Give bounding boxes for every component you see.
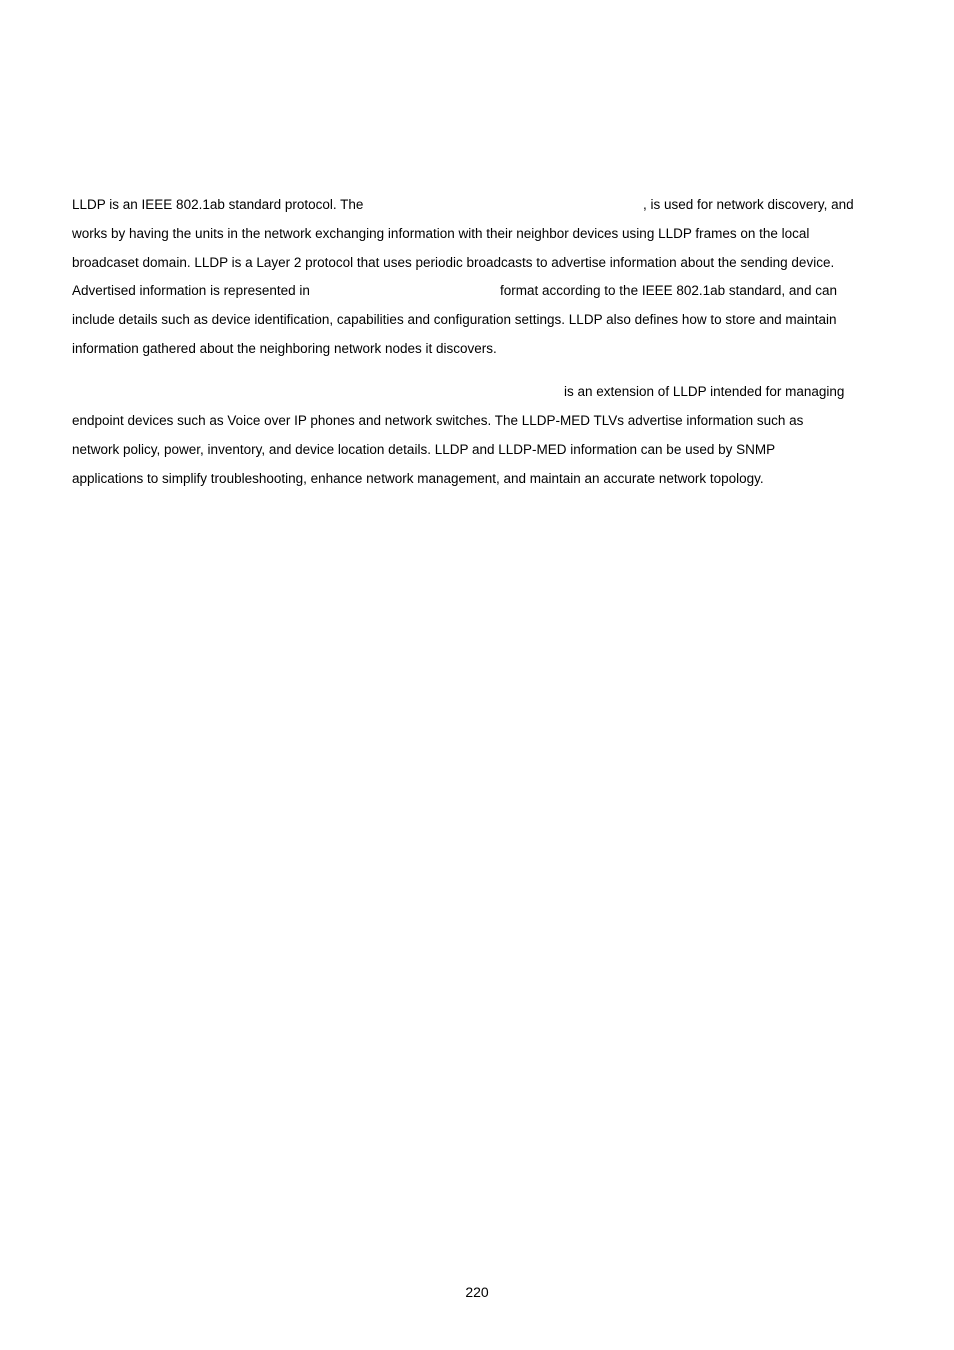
page-number: 220 [465, 1284, 489, 1300]
text-line: works by having the units in the network exchanging information with their neighbor devices using LLDP frames on the local [72, 226, 810, 241]
text-line: is an extension of LLDP intended for managing [564, 384, 845, 399]
text-line: , is used for network discovery, and [643, 197, 854, 212]
text-line: endpoint devices such as Voice over IP phones and network switches. The LLDP-MED TLVs advertise information such as [72, 413, 804, 428]
text-line: LLDP is an IEEE 802.1ab standard protocol. The [72, 197, 364, 212]
text-line: network policy, power, inventory, and device location details. LLDP and LLDP-MED information can be used by SNMP [72, 442, 776, 457]
text-line: include details such as device identification, capabilities and configuration settings. LLDP also defines how to store and maintain [72, 312, 837, 327]
text-line: information gathered about the neighboring network nodes it discovers. [72, 341, 497, 356]
text-line: broadcaset domain. LLDP is a Layer 2 protocol that uses periodic broadcasts to advertise information about the sending device. [72, 255, 835, 270]
text-line: applications to simplify troubleshooting, enhance network management, and maintain an accurate network topology. [72, 471, 764, 486]
text-line: format according to the IEEE 802.1ab standard, and can [500, 283, 837, 298]
text-line: Advertised information is represented in [72, 283, 310, 298]
